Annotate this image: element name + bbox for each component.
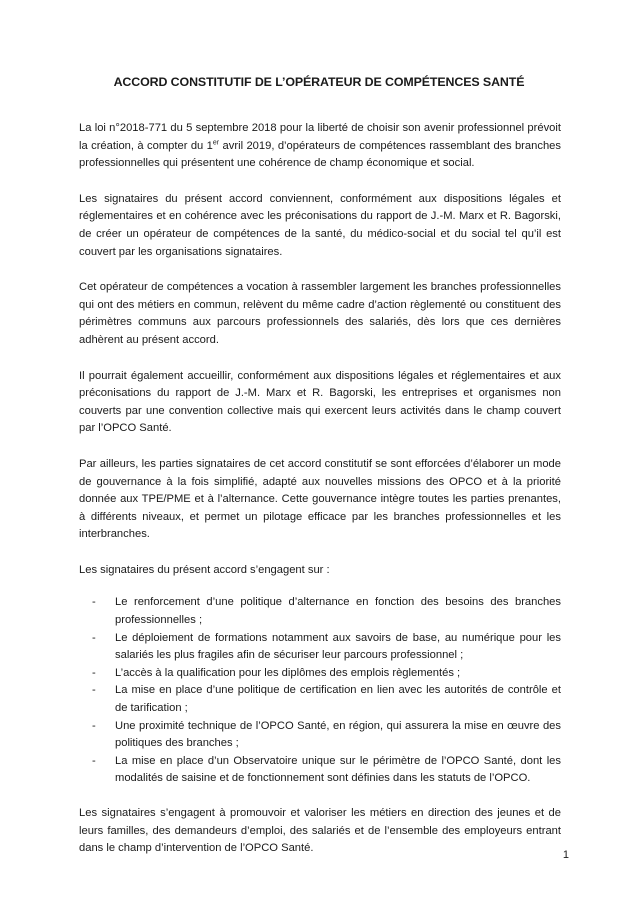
paragraph-governance: Par ailleurs, les parties signataires de cet accord constitutif se sont efforcées d’élaborer un mode de gouvernance à la fois simplifié, adapté aux nouvelles missions des OPCO et à la priorité donnée aux TPE/PME et à l’alternance. Cette gouvernance intègre toutes les parties prenantes, à différents niveaux, et permet un pilotage efficace par les branches professionnelles et les interbranches.: [79, 457, 561, 541]
list-item-text: La mise en place d’un Observatoire unique sur le périmètre de l’OPCO Santé, dont les modalités de saisine et de fonctionnement sont définies dans les statuts de l’OPCO.: [115, 754, 561, 785]
paragraph-creation: Les signataires du présent accord conviennent, conformément aux dispositions légales et réglementaires et en cohérence avec les préconisations du rapport de J.-M. Marx et R. Bagorski, de créer un opérateur de compétences de la santé, du médico-social et du social tel qu’il est couvert par les organisations signataires.: [79, 192, 561, 258]
paragraph-legal-context: [79, 120, 561, 173]
list-item-text: Une proximité technique de l’OPCO Santé, en région, qui assurera la mise en œuvre des politiques des branches ;: [115, 719, 561, 750]
list-item-text: L’accès à la qualification pour les diplômes des emplois règlementés ;: [115, 666, 461, 679]
commitments-intro: Les signataires du présent accord s’engagent sur :: [79, 563, 330, 576]
bullet-dash: -: [92, 719, 96, 732]
list-item: [79, 665, 561, 683]
bullet-dash: -: [92, 684, 96, 697]
commitments-list: [79, 594, 561, 788]
paragraph-text: La loi n°2018-771 du 5 septembre 2018 pour la liberté de choisir son avenir professionnel prévoit la création, à compter du 1: [79, 122, 561, 152]
list-item: [79, 594, 561, 629]
list-item: [79, 753, 561, 788]
paragraph-scope: Il pourrait également accueillir, conformément aux dispositions légales et réglementaires et aux préconisations du rapport de J.-M. Marx et R. Bagorski, les entreprises et organismes non couverts par une convention collective mais qui exercent leurs activités dans le champ couvert par l’OPCO Santé.: [79, 369, 561, 435]
list-item-text: Le renforcement d’une politique d’alternance en fonction des besoins des branches professionnelles ;: [115, 596, 561, 627]
list-item: [79, 718, 561, 753]
list-item: [79, 682, 561, 717]
bullet-dash: -: [92, 666, 96, 679]
ordinal-superscript: er: [212, 138, 220, 146]
bullet-dash: -: [92, 754, 96, 767]
list-item: [79, 630, 561, 665]
list-item-text: La mise en place d’une politique de certification en lien avec les autorités de contrôle et de tarification ;: [115, 684, 561, 715]
document-title: ACCORD CONSTITUTIF DE L’OPÉRATEUR DE COMPÉTENCES SANTÉ: [113, 75, 525, 89]
page-number: 1: [562, 849, 569, 861]
list-item-text: Le déploiement de formations notamment aux savoirs de base, au numérique pour les salariés les plus fragiles afin de sécuriser leur parcours professionnel ;: [115, 631, 561, 662]
bullet-dash: -: [92, 631, 96, 644]
document-body: [79, 120, 561, 876]
paragraph-vocation: Cet opérateur de compétences a vocation à rassembler largement les branches professionnelles qui ont des métiers en commun, relèvent du même cadre d’action règlementé ou constituent des périmètres communs aux parcours professionnels des salariés, dès lors que ces dernières adhèrent au présent accord.: [79, 281, 561, 346]
paragraph-promotion: Les signataires s’engagent à promouvoir et valoriser les métiers en direction des jeunes et de leurs familles, des demandeurs d’emploi, des salariés et de l’ensemble des employeurs entrant dans le champ d’intervention de l’OPCO Santé.: [79, 807, 561, 855]
bullet-dash: -: [92, 596, 96, 609]
paragraph-text: avril 2019, d’opérateurs de compétences rassemblant des branches professionnelles qui présentent une cohérence de champ économique et social.: [79, 139, 561, 170]
